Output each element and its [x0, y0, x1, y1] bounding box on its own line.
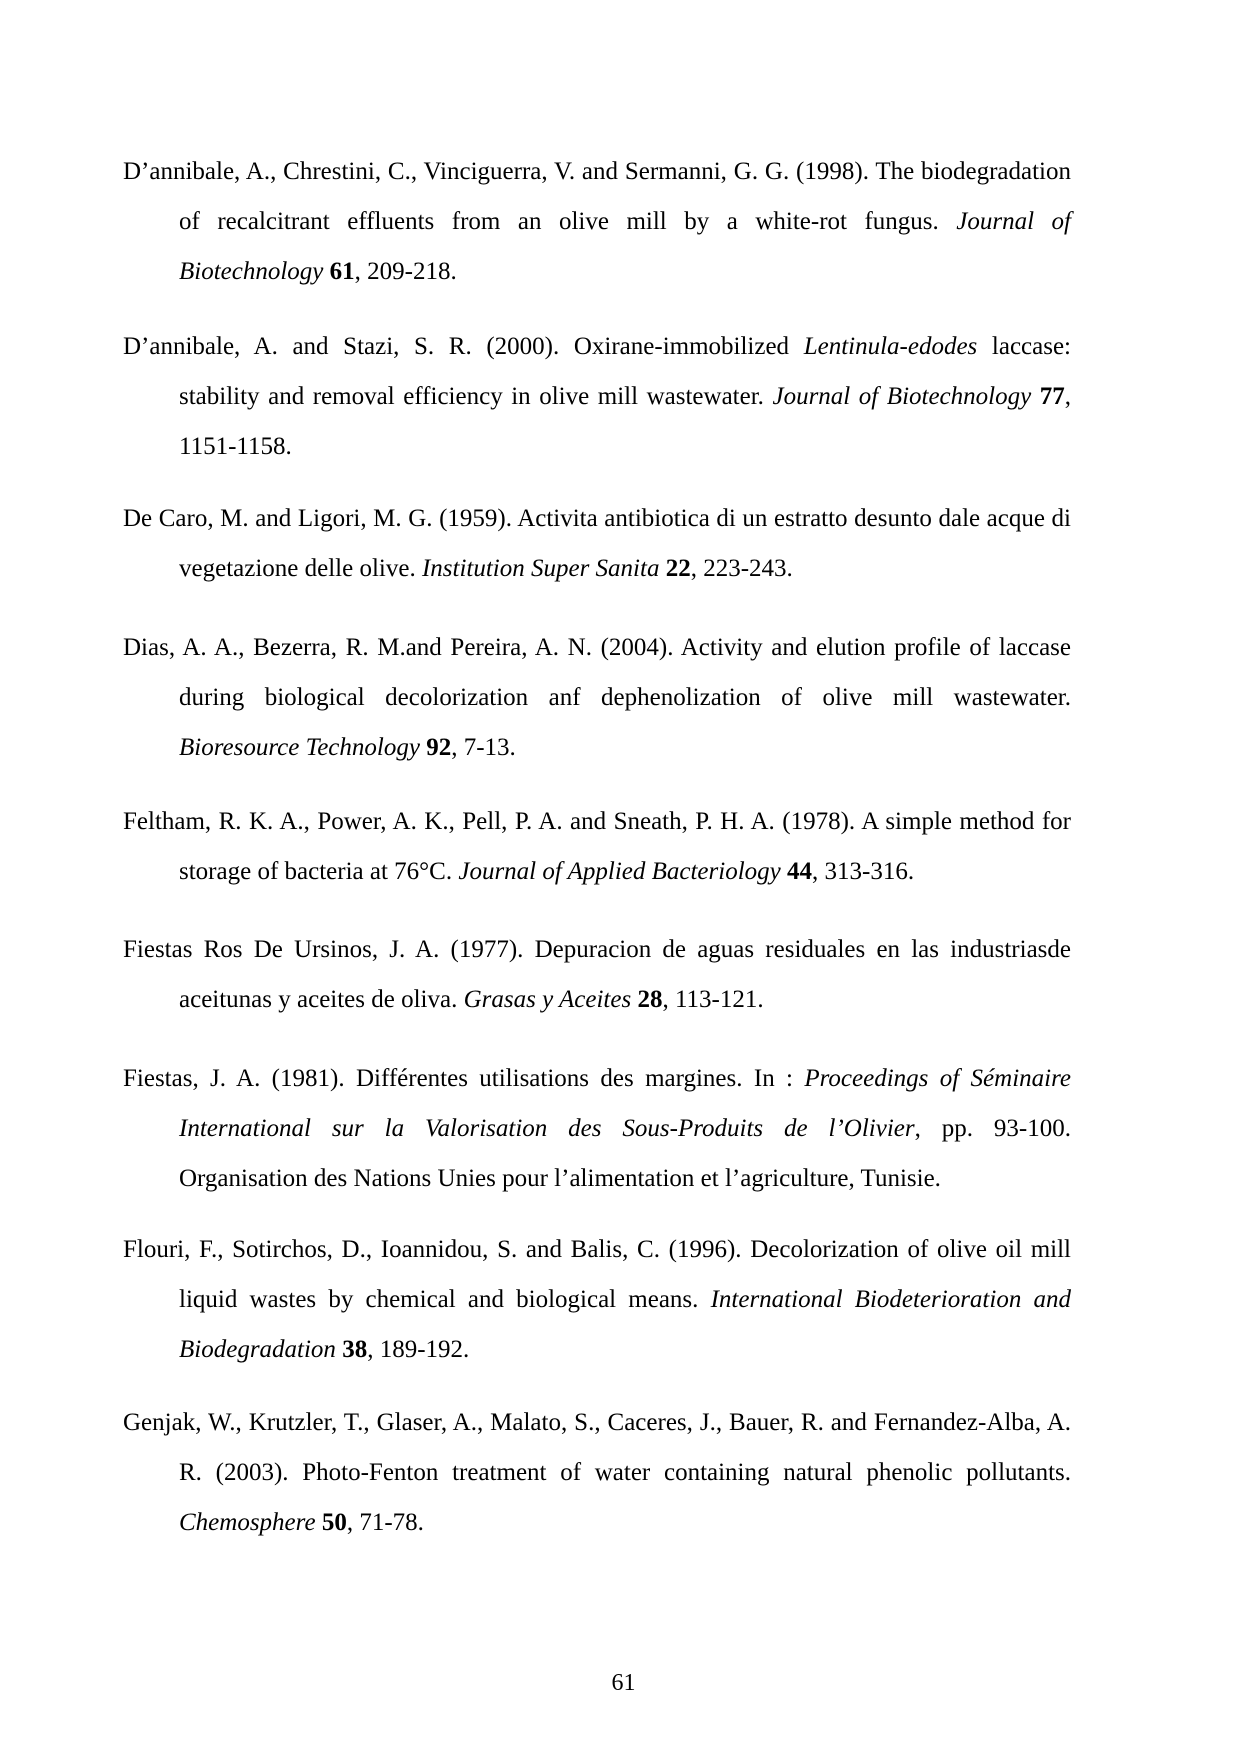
reference-entry: [123, 797, 1071, 897]
reference-entry: [123, 925, 1071, 1025]
journal-volume: 77: [1039, 383, 1065, 410]
journal-pages: , 189-192.: [367, 1336, 470, 1363]
journal-pages: , 223-243.: [690, 555, 793, 582]
reference-entry: [123, 623, 1071, 773]
journal-name: Bioresource Technology: [179, 734, 420, 761]
reference-entry: [123, 1054, 1071, 1204]
reference-authors: Fiestas Ros De Ursinos, J. A. (1977). Depuracion de aguas residuales en las industriasde aceitunas y aceites de oliva.: [123, 936, 1071, 1013]
journal-name: Institution Super Sanita: [421, 555, 660, 582]
journal-name: Journal of Biotechnology: [772, 383, 1032, 410]
journal-volume: 61: [329, 258, 355, 285]
journal-name: Grasas y Aceites: [463, 986, 632, 1013]
journal-pages: , 1151-1158.: [179, 383, 1072, 460]
reference-authors: Fiestas, J. A. (1981). Différentes utilisations des margines. In :: [123, 1065, 805, 1092]
journal-name: Journal of Applied Bacteriology: [458, 858, 781, 885]
reference-authors: Flouri, F., Sotirchos, D., Ioannidou, S. and Balis, C. (1996). Decolorization of olive oil mill liquid wastes by chemical and biological means.: [123, 1236, 1071, 1313]
journal-volume: 92: [426, 734, 452, 761]
journal-pages: , 71-78.: [346, 1509, 424, 1536]
journal-volume: 44: [787, 858, 812, 885]
journal-pages: , 313-316.: [812, 858, 915, 885]
reference-authors: D’annibale, A. and Stazi, S. R. (2000). Oxirane-immobilized: [123, 333, 804, 360]
reference-authors: Genjak, W., Krutzler, T., Glaser, A., Malato, S., Caceres, J., Bauer, R. and Fernandez-Alba, A. R. (2003). Photo-Fenton treatment of water containing natural phenolic pollutants.: [123, 1409, 1071, 1486]
reference-title: laccase: stability and removal efficiency in olive mill wastewater.: [179, 333, 1071, 410]
journal-volume: 38: [342, 1336, 368, 1363]
journal-pages: , 113-121.: [662, 986, 764, 1013]
reference-authors: D’annibale, A., Chrestini, C., Vinciguerra, V. and Sermanni, G. G. (1998). The biodegradation of recalcitrant effluents from an olive mill by a white-rot fungus.: [123, 158, 1071, 235]
journal-pages: , 7-13.: [451, 734, 516, 761]
journal-name: Journal of Biotechnology: [179, 208, 1071, 285]
reference-entry: [123, 494, 1071, 594]
reference-entry: [123, 1225, 1071, 1375]
journal-volume: 22: [665, 555, 691, 582]
reference-entry: [123, 147, 1071, 297]
reference-authors: Dias, A. A., Bezerra, R. M.and Pereira, A. N. (2004). Activity and elution profile of laccase during biological decolorization anf dephenolization of olive mill wastewater.: [123, 634, 1071, 711]
reference-entry: [123, 1398, 1071, 1548]
journal-name: Chemosphere: [179, 1509, 316, 1536]
book-title: Proceedings of Séminaire International sur la Valorisation des Sous-Produits de l’Olivier: [179, 1065, 1072, 1142]
reference-entry: [123, 322, 1071, 472]
reference-authors: Feltham, R. K. A., Power, A. K., Pell, P. A. and Sneath, P. H. A. (1978). A simple method for storage of bacteria at 76°C.: [123, 808, 1071, 885]
reference-publication-details: , pp. 93-100. Organisation des Nations Unies pour l’alimentation et l’agriculture, Tunisie.: [179, 1115, 1071, 1192]
journal-volume: 50: [321, 1509, 347, 1536]
species-name: Lentinula-edodes: [803, 333, 978, 360]
journal-pages: , 209-218.: [354, 258, 457, 285]
journal-name: International Biodeterioration and Biodegradation: [179, 1286, 1071, 1363]
page-number: 61: [611, 1670, 636, 1696]
journal-volume: 28: [637, 986, 663, 1013]
reference-authors: De Caro, M. and Ligori, M. G. (1959). Activita antibiotica di un estratto desunto dale acque di vegetazione delle olive.: [123, 505, 1071, 582]
